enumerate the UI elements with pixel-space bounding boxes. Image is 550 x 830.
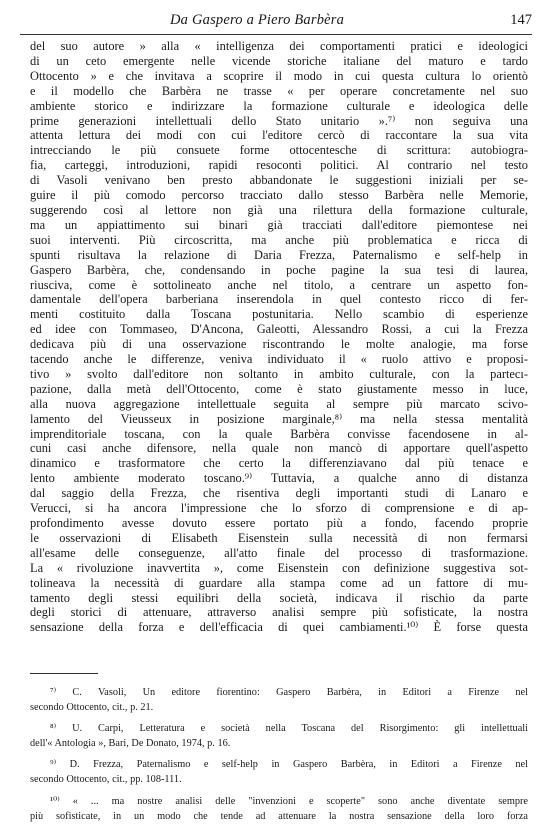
body-line: pazione, dalla metà dell'Ottocento, come è stato giustamente messo in luce, [30, 381, 528, 396]
footnotes [30, 685, 528, 830]
footnote-divider [30, 673, 98, 674]
body-line: Ottocento » e che invitava a scoprire il modo in cui questa cultura lo orientò [30, 68, 528, 83]
body-line: riusciva, come è sottolineato anche nel titolo, a centrare un aspetto fon- [30, 277, 528, 292]
body-line: di Vasoli venivano ben presto abbandonate le suggestioni iniziali per se- [30, 173, 528, 188]
body-line: menti costituito dalla Toscana postunitaria. Nello scambio di esperienze [30, 307, 528, 322]
footnote-line: dell'« Antologia », Bari, De Donato, 1974, p. 16. [30, 738, 231, 750]
body-line: lamento del Vieusseux in posizione marginale,⁸⁾ ma nella stessa mentalità [30, 411, 528, 426]
body-line: ambiente storico e indirizzare la formazione culturale e ideologica delle [30, 98, 528, 113]
body-line: prime generazioni intellettuali dello Stato unitario ».⁷⁾ non seguiva una [30, 113, 528, 128]
body-line: cuni casi anche difensore, nella quale non mancò di apportare quell'aspetto [30, 441, 528, 456]
running-header [20, 8, 532, 35]
body-line: attenta lettura dei modi con cui l'editore cercò di raccontare la sua vita [30, 128, 528, 143]
page-number: 147 [510, 12, 532, 28]
footnote [30, 794, 528, 824]
body-line: guire il più comodo percorso tracciato dallo stesso Barbèra nelle Memorie, [30, 188, 528, 203]
footnote [30, 721, 528, 751]
body-line: tamento degli stessi equilibri della società, indicava il rischio da parte [30, 590, 528, 605]
body-line: tivo » svolto dall'editore non soltanto in ambito culturale, con la partecı- [30, 366, 528, 381]
footnote [30, 757, 528, 787]
footnote-line: secondo Ottocento, cit., pp. 108-111. [30, 774, 182, 786]
body-line: damentale dell'opera barberiana inserendola in quel contesto ricco di fer- [30, 292, 528, 307]
body-line: ed idee con Tommaseo, D'Ancona, Galeotti, Alessandro Rossi, a cui la Frezza [30, 322, 528, 337]
body-line: dal saggio della Frezza, che risentiva degli importanti studi di Lanaro e [30, 486, 528, 501]
footnote-line: secondo Ottocento, cit., p. 21. [30, 702, 154, 714]
body-line: imprenditoriale toscana, con la quale Barbèra convisse facendosene in al- [30, 426, 528, 441]
body-line: alla nuova aggregazione intellettuale seguita al sempre più marcato scivo- [30, 396, 528, 411]
body-line: all'esame delle conseguenze, all'atto finale del processo di trasformazione. [30, 545, 528, 560]
body-line: ma un appiattimento sui binari già tracciati dall'editore piemontese nei [30, 217, 528, 232]
footnote-line: ⁷⁾ C. Vasoli, Un editore fiorentino: Gaspero Barbèra, in Editori a Firenze nel [50, 687, 528, 698]
body-line: tacendo anche le differenze, veniva individuato il « ruolo attivo e proposi- [30, 352, 528, 367]
body-line: Verucci, si ha ancora l'impressione che lo sforzo di comprensione e di ap- [30, 501, 528, 516]
footnote [30, 685, 528, 715]
body-line: e il modello che Barbèra ne trasse « per operare concretamente nel suo [30, 83, 528, 98]
body-line: tolineava la necessità di guardare alla stampa come ad un fattore di mu- [30, 575, 528, 590]
body-line: degli storici di attenuare, attraverso analisi sempre più sofisticate, la nostra [30, 605, 528, 620]
body-line: intrecciando le più consuete forme ottocentesche di scrittura: autobiogra- [30, 143, 528, 158]
body-line: Gaspero Barbèra, che, condensando in poche pagine la sua tesi di laurea, [30, 262, 528, 277]
body-line: suoi interventi. Più circoscritta, ma anche più problematica e ricca di [30, 232, 528, 247]
body-text [30, 39, 528, 635]
footnote-line: ⁸⁾ U. Carpi, Letteratura e società nella Toscana del Risorgimento: gli intellettuali [50, 723, 528, 735]
body-line: sensazione della forza e dell'efficacia di quei cambiamenti.¹⁰⁾ È forse questa [30, 620, 528, 635]
body-line: suggerendo così al lettore non già una rilettura della formazione culturale, [30, 202, 528, 217]
body-line: fia, carteggi, introduzioni, rapidi resoconti politici. Al contrario nel testo [30, 158, 528, 173]
footnote-line: più sofisticate, in un modo che tende ad attenuare la nostra sensazione della loro forza [30, 810, 528, 822]
body-line: le osservazioni di Elisabeth Eisenstein sulla necessità di non fermarsi [30, 530, 528, 545]
footnote-line: ⁹⁾ D. Frezza, Paternalismo e self-help in Gaspero Barbèra, in Editori a Firenze nel [50, 759, 528, 771]
body-line: di un ceto emergente nelle vicende storiche italiane del maturo e tardo [30, 53, 528, 68]
body-line: dinamico e trasformatore che certo la differenziavano dal più tenace e [30, 456, 528, 471]
footnote-line: ¹⁰⁾ « ... ma nostre analisi delle "invenzioni e scoperte" sono anche diventate sempre [50, 795, 528, 807]
body-line: dedicava più di una osservazione riscontrando le molte analogie, ma forse [30, 337, 528, 352]
body-line: La « rivoluzione inavvertita », come Eisenstein con definizione suggestiva sot- [30, 560, 528, 575]
body-line: profondimento avesse dovuto essere portato più a fondo, facendo proprie [30, 516, 528, 530]
body-line: spunti risultava la relazione di Daria Frezza, Paternalismo e self-help in [30, 247, 528, 262]
running-title: Da Gaspero a Piero Barbèra [170, 12, 345, 28]
body-line: lento ambiente moderato toscano.⁹⁾ Tuttavia, a qualche anno di distanza [30, 471, 528, 486]
body-line: del suo autore » alla « intelligenza dei comportamenti pratici e ideologici [30, 39, 528, 53]
